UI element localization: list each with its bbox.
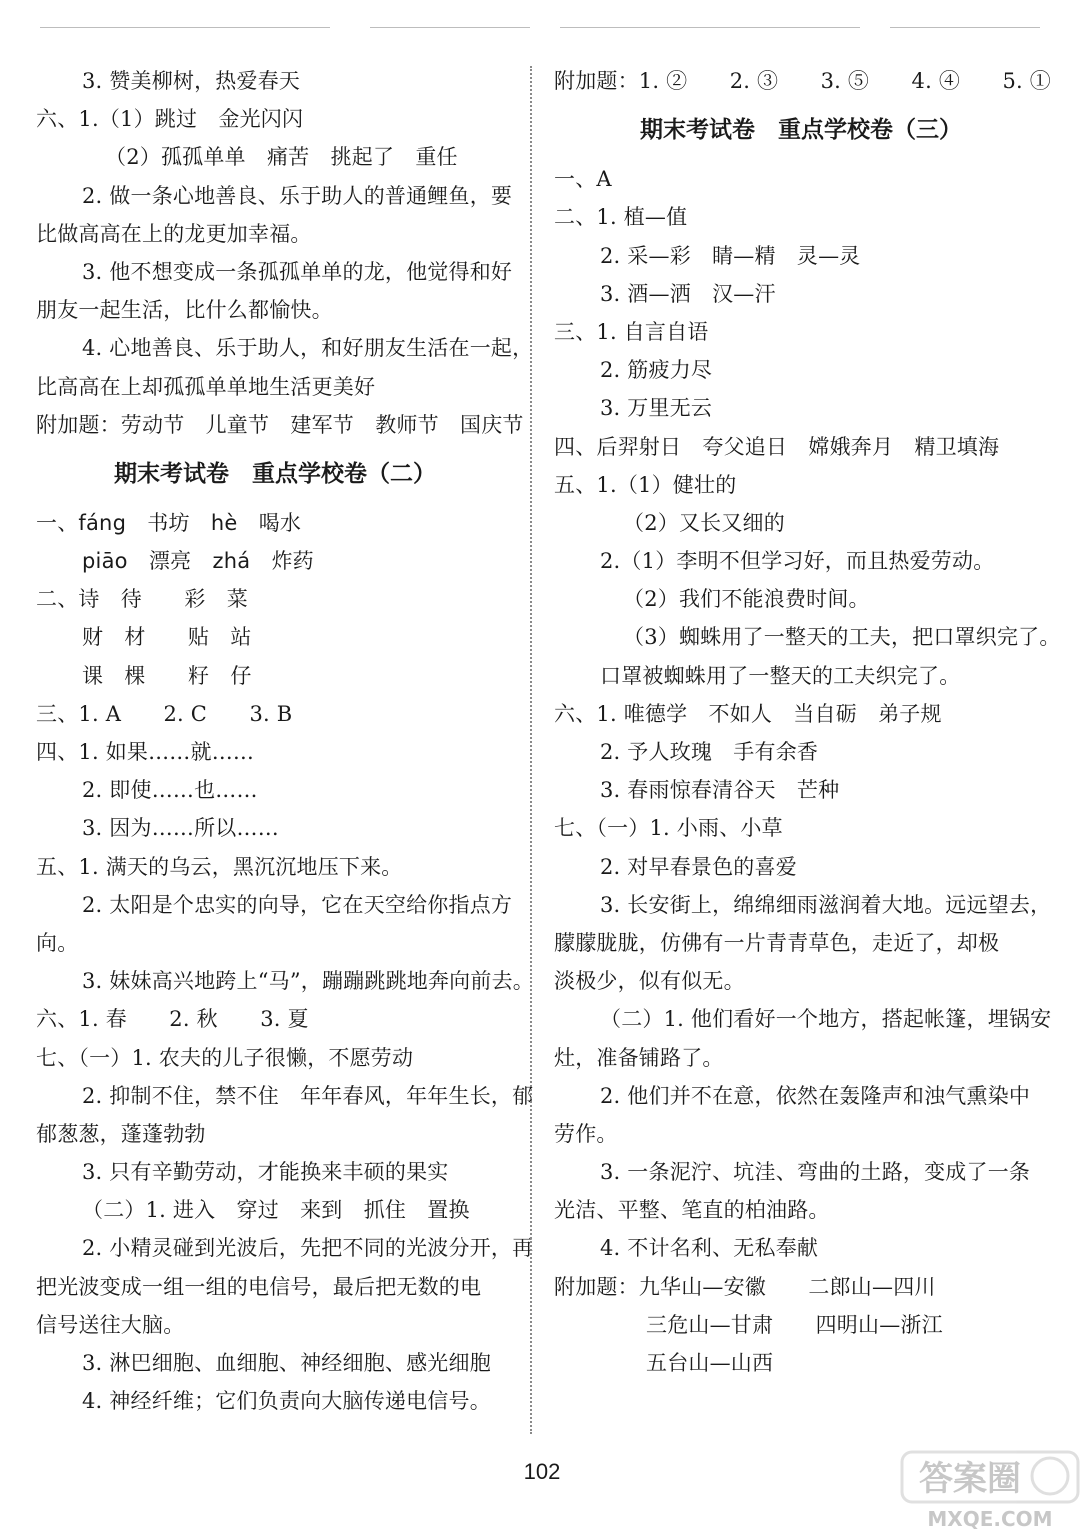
answer-line: 2. 筋疲力尽 <box>600 358 713 383</box>
top-rule-far-right <box>890 27 1040 28</box>
answer-line: 附加题：劳动节 儿童节 建军节 教师节 国庆节 <box>36 412 524 437</box>
answer-line: 朦朦胧胧，仿佛有一片青青草色，走近了，却极 <box>554 930 1000 955</box>
column-divider <box>530 66 532 1434</box>
answer-line: 六、1. 春 2. 秋 3. 夏 <box>36 1007 309 1032</box>
answer-line: 灶，准备铺路了。 <box>554 1045 724 1070</box>
answer-line: 2. 做一条心地善良、乐于助人的普通鲤鱼，要 <box>82 183 513 208</box>
answer-line: 二、1. 植—值 <box>554 205 688 230</box>
answer-line: 3. 酒—洒 汉—汗 <box>600 281 776 306</box>
page-number: 102 <box>523 1459 561 1484</box>
watermark-title: 答案圈 <box>919 1459 1021 1499</box>
answer-line: 三、1. A 2. C 3. B <box>36 701 293 726</box>
answer-line: 把光波变成一组一组的电信号，最后把无数的电 <box>36 1274 482 1299</box>
answer-line: 2. 太阳是个忠实的向导，它在天空给你指点方 <box>82 892 513 917</box>
answer-line: 淡极少，似有似无。 <box>554 969 745 994</box>
top-rule-left <box>40 27 330 28</box>
answer-line: 3. 因为……所以…… <box>82 816 279 841</box>
answer-line: 七、（一）1. 小雨、小草 <box>554 816 783 841</box>
answer-line: 五、1. 满天的乌云，黑沉沉地压下来。 <box>36 854 403 879</box>
answer-line: 3. 妹妹高兴地跨上“马”，蹦蹦跳跳地奔向前去。 <box>82 969 534 994</box>
answer-line: 比做高高在上的龙更加幸福。 <box>36 221 312 246</box>
answer-line: （2）我们不能浪费时间。 <box>623 587 870 612</box>
answer-line: 财 材 贴 站 <box>82 625 252 650</box>
answer-line: 郁葱葱，蓬蓬勃勃 <box>36 1121 206 1146</box>
answer-line: 2. 对早春景色的喜爱 <box>600 854 797 879</box>
answer-line: 四、1. 如果……就…… <box>36 740 255 764</box>
answer-line: 2. 抑制不住，禁不住 年年春风，年年生长，郁 <box>82 1083 534 1108</box>
answer-line: 七、（一）1. 农夫的儿子很懒，不愿劳动 <box>36 1045 414 1070</box>
answer-line: 六、1. 唯德学 不如人 当自砺 弟子规 <box>554 701 942 726</box>
watermark-logo <box>900 1448 1080 1532</box>
section-heading: 期末考试卷 重点学校卷（三） <box>640 117 962 144</box>
answer-line: 口罩被蜘蛛用了一整天的工夫织完了。 <box>600 663 961 688</box>
answer-line: （3）蜘蛛用了一整天的工夫，把口罩织完了。 <box>623 625 1061 650</box>
answer-line: 3. 赞美柳树，热爱春天 <box>82 69 301 93</box>
section-heading: 期末考试卷 重点学校卷（二） <box>114 460 436 487</box>
answer-line: 三、1. 自言自语 <box>554 319 709 344</box>
answer-line: 2. 予人玫瑰 手有余香 <box>600 740 819 764</box>
answer-line: 3. 长安街上，绵绵细雨滋润着大地。远远望去， <box>600 892 1052 917</box>
answer-line: 2. 他们并不在意，依然在轰隆声和浊气熏染中 <box>600 1083 1031 1108</box>
answer-line: 4. 不计名利、无私奉献 <box>600 1236 819 1261</box>
answer-line: piāo 漂亮 zhá 炸药 <box>82 549 314 574</box>
answer-line: 3. 他不想变成一条孤孤单单的龙，他觉得和好 <box>82 259 513 284</box>
answer-line: 信号送往大脑。 <box>36 1312 185 1337</box>
answer-line: 二、诗 待 彩 菜 <box>36 587 248 612</box>
right-column <box>554 62 1061 1382</box>
answer-line: 2. 小精灵碰到光波后，先把不同的光波分开，再 <box>82 1236 534 1261</box>
answer-line: 课 棵 籽 仔 <box>82 663 252 688</box>
answer-line: 2.（1）李明不但学习好，而且热爱劳动。 <box>600 549 995 574</box>
answer-line: 五台山—山西 <box>646 1351 774 1375</box>
answer-line: 四、后羿射日 夸父追日 嫦娥奔月 精卫填海 <box>554 434 1000 459</box>
answer-line: 三危山—甘肃 四明山—浙江 <box>646 1312 943 1337</box>
left-column <box>36 62 534 1420</box>
answer-line: 3. 万里无云 <box>600 396 713 421</box>
answer-line: 4. 心地善良、乐于助人，和好朋友生活在一起， <box>82 336 534 361</box>
answer-line: 3. 一条泥泞、坑洼、弯曲的土路，变成了一条 <box>600 1160 1031 1185</box>
answer-line: 2. 采—彩 睛—精 灵—灵 <box>600 243 861 268</box>
answer-line: 比高高在上却孤孤单单地生活更美好 <box>36 374 376 399</box>
answer-line: 劳作。 <box>554 1121 618 1146</box>
answer-line: 五、1.（1）健壮的 <box>554 472 737 497</box>
answer-line: 3. 只有辛勤劳动，才能换来丰硕的果实 <box>82 1160 449 1185</box>
answer-line: 3. 春雨惊春清谷天 芒种 <box>600 778 840 803</box>
answer-line: 一、fáng 书坊 hè 喝水 <box>36 510 302 535</box>
answer-line: 向。 <box>36 930 79 955</box>
answer-line: 光洁、平整、笔直的柏油路。 <box>554 1198 830 1223</box>
answer-line: 附加题：九华山—安徽 二郎山—四川 <box>554 1274 936 1299</box>
answer-line: （二）1. 他们看好一个地方，搭起帐篷，埋锅安 <box>600 1007 1052 1032</box>
answer-line: 朋友一起生活，比什么都愉快。 <box>36 298 333 323</box>
answer-line: 一、A <box>554 167 612 192</box>
answer-line: 附加题：1. ② 2. ③ 3. ⑤ 4. ④ 5. ① <box>554 69 1051 93</box>
answer-line: （二）1. 进入 穿过 来到 抓住 置换 <box>82 1198 470 1223</box>
answer-line: 3. 淋巴细胞、血细胞、神经细胞、感光细胞 <box>82 1351 491 1375</box>
answer-line: 4. 神经纤维；它们负责向大脑传递电信号。 <box>82 1389 491 1414</box>
watermark-url: MXQE.COM <box>927 1507 1053 1531</box>
answer-line: （2）又长又细的 <box>623 510 785 535</box>
answer-line: 六、1.（1）跳过 金光闪闪 <box>36 107 304 132</box>
answer-line: 2. 即使……也…… <box>82 778 258 803</box>
answer-line: （2）孤孤单单 痛苦 挑起了 重任 <box>105 145 458 170</box>
top-rule-middle <box>370 27 530 28</box>
top-rule-right <box>560 27 860 28</box>
